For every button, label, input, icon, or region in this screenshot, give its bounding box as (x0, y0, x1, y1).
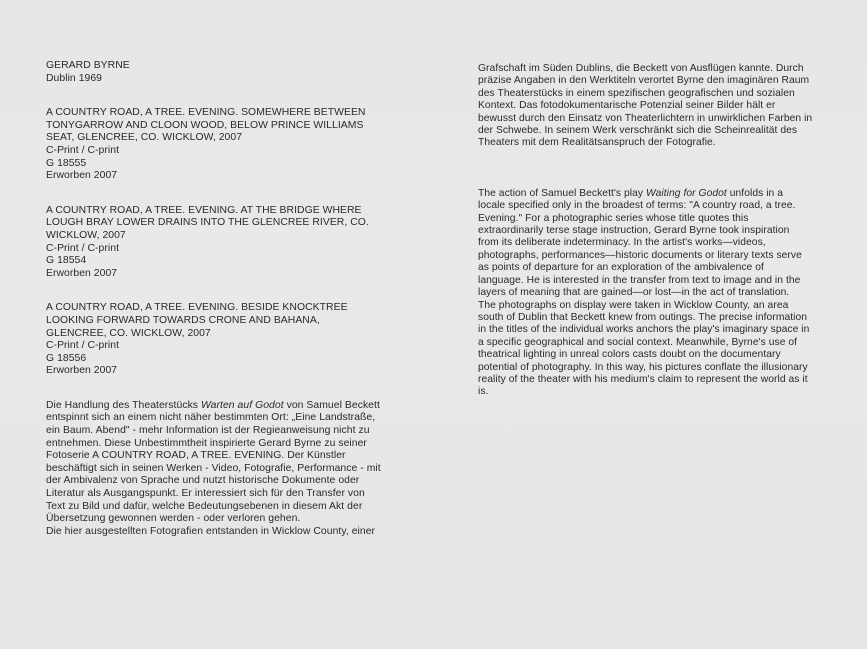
german-play-title: Warten auf Godot (201, 399, 284, 411)
english-text-line: a specific geographical and social context. Meanwhile, Byrne's use of (478, 336, 798, 348)
german-text-line: entnehmen. Diese Unbestimmtheit inspirierte Gerard Byrne zu seiner (46, 437, 367, 449)
work-entry (46, 302, 416, 378)
german-text-line: ein Baum. Abend" - mehr Information ist der Regieanweisung nicht zu (46, 425, 370, 437)
work-medium: C-Print / C-print (46, 144, 120, 156)
work-title-line: TONYGARROW AND CLOON WOOD, BELOW PRINCE WILLIAMS (46, 119, 364, 131)
work-title-line: SEAT, GLENCREE, CO. WICKLOW, 2007 (46, 132, 243, 144)
english-text-line: The photographs on display were taken in Wicklow County, an area (478, 299, 789, 311)
german-description (46, 400, 416, 539)
english-first-line-end: unfolds in a (726, 187, 784, 199)
english-text-line: as points of departure for an exploration of the ambivalence of (478, 262, 764, 274)
work-title-line: LOOKING FORWARD TOWARDS CRONE AND BAHANA, (46, 314, 320, 326)
english-text-line: locale specified only in the broadest of terms: "A country road, a tree. (478, 200, 796, 212)
work-acquired: Erworben 2007 (46, 365, 118, 377)
work-title-line: LOUGH BRAY LOWER DRAINS INTO THE GLENCREE RIVER, CO. (46, 217, 369, 229)
english-text-line: photographs, performances—historic documents or literary texts serve (478, 249, 802, 261)
english-text-line: theatrical lighting in unreal colors casts doubt on the documentary (478, 349, 781, 361)
german-text-line: der Ambivalenz von Sprache und nutzt historische Dokumente oder (46, 475, 360, 487)
german-text-line: Die hier ausgestellten Fotografien entstanden in Wicklow County, einer (46, 525, 376, 537)
german-text-line: Text zu Bild und dafür, welche Bedeutungsebenen in diesem Akt der (46, 500, 363, 512)
german-text-line: Kontext. Das fotodokumentarische Potenzial seiner Bilder hält er (478, 100, 776, 112)
english-description (478, 188, 833, 399)
work-medium: C-Print / C-print (46, 340, 120, 352)
german-text-line: des Theaterstücks in einem spezifischen geografischen und sozialen (478, 87, 795, 99)
work-inventory: G 18556 (46, 352, 87, 364)
artist-origin: Dublin 1969 (46, 72, 103, 84)
english-text-line: potential of photography. In this way, his pictures conflate the illusionary (478, 361, 808, 373)
english-text-line: in the titles of the individual works anchors the play's imaginary space in (478, 324, 810, 336)
work-title-line: A COUNTRY ROAD, A TREE. EVENING. SOMEWHERE BETWEEN (46, 107, 366, 119)
work-acquired: Erworben 2007 (46, 267, 118, 279)
english-text-line: extraordinarily terse stage instruction, Gerard Byrne took inspiration (478, 225, 790, 237)
left-column (46, 60, 416, 538)
german-first-line (46, 400, 416, 413)
right-column (478, 63, 833, 399)
german-text-line: der Schwebe. In seinem Werk verschränkt sich die Scheinrealität des (478, 125, 798, 137)
german-first-line-end: von Samuel Beckett (283, 399, 380, 411)
work-entry (46, 205, 416, 281)
work-title-line: A COUNTRY ROAD, A TREE. EVENING. BESIDE KNOCKTREE (46, 302, 348, 314)
german-text-line: beschäftigt sich in seinen Werken - Video, Fotografie, Performance - mit (46, 462, 381, 474)
english-text-line: south of Dublin that Beckett knew from outings. The precise information (478, 311, 808, 323)
german-text-line: Fotoserie A COUNTRY ROAD, A TREE. EVENING. Der Künstler (46, 450, 346, 462)
english-text-line: language. He is interested in the transfer from text to image and in the (478, 274, 801, 286)
work-medium: C-Print / C-print (46, 242, 120, 254)
english-first-line-start: The action of Samuel Beckett's play (478, 187, 647, 199)
german-text-line: präzise Angaben in den Werktiteln verortet Byrne den imaginären Raum (478, 75, 810, 87)
english-play-title: Waiting for Godot (646, 187, 727, 199)
work-title-line: WICKLOW, 2007 (46, 229, 126, 241)
german-text-line: Übersetzung gewonnen werden - oder verloren gehen. (46, 513, 301, 525)
work-entry (46, 107, 416, 183)
work-acquired: Erworben 2007 (46, 170, 118, 182)
artist-info (46, 60, 416, 85)
german-text-line: Grafschaft im Süden Dublins, die Beckett von Ausflügen kannte. Durch (478, 63, 804, 74)
english-text-line: reality of the theater with his medium's claim to represent the world as it (478, 373, 808, 385)
work-inventory: G 18554 (46, 255, 87, 267)
german-description-continued (478, 63, 833, 150)
work-title-line: GLENCREE, CO. WICKLOW, 2007 (46, 327, 211, 339)
german-text-line: entspinnt sich an einem nicht näher bestimmten Ort: „Eine Landstraße, (46, 412, 376, 424)
work-title-line: A COUNTRY ROAD, A TREE. EVENING. AT THE BRIDGE WHERE (46, 204, 362, 216)
english-text-line: is. (478, 386, 489, 398)
german-text-line: Literatur als Ausgangspunkt. Er interessiert sich für den Transfer von (46, 488, 365, 500)
english-text-line: from its deliberate indeterminacy. In the artist's works—videos, (478, 237, 766, 249)
german-text-line: Theaters mit dem Realitätsanspruch der Fotografie. (478, 137, 716, 149)
english-text-line: Evening." For a photographic series whose title quotes this (478, 212, 749, 224)
english-text-line: layers of meaning that are gained—or lost—in the act of translation. (478, 287, 790, 299)
german-first-line-start: Die Handlung des Theaterstücks (46, 399, 201, 411)
english-first-line (478, 188, 833, 200)
artist-name: GERARD BYRNE (46, 60, 130, 71)
german-text-line: bewusst durch den Einsatz von Theaterlichtern in unwirklichen Farben in (478, 112, 813, 124)
work-inventory: G 18555 (46, 157, 87, 169)
